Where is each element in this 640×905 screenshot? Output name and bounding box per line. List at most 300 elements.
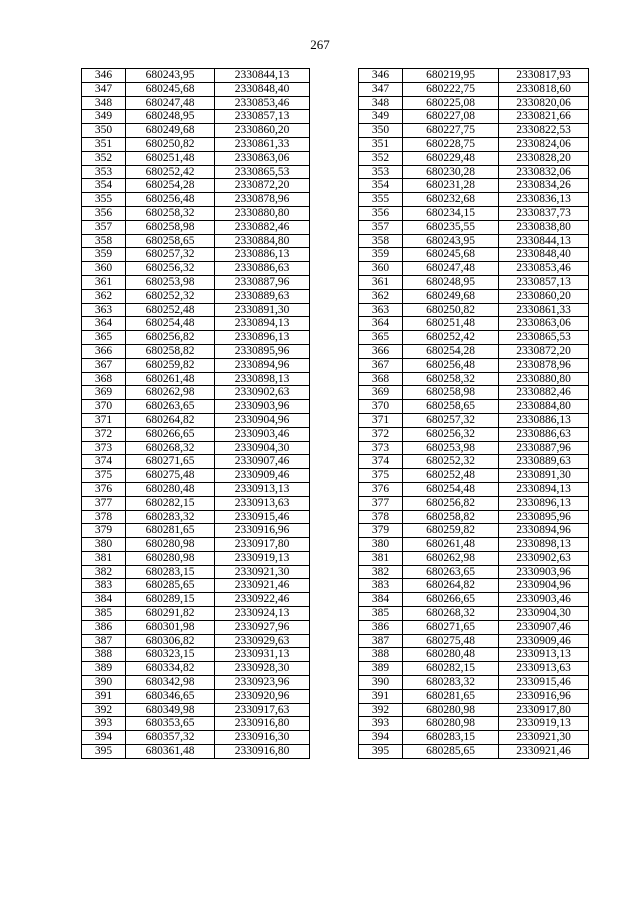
table-row [82,745,310,759]
table-row [359,372,589,386]
x-coordinate-cell: 680263,65 [126,400,215,414]
table-row [359,262,589,276]
x-coordinate-cell: 680248,95 [403,275,499,289]
x-coordinate-cell: 680306,82 [126,634,215,648]
x-coordinate-cell: 680219,95 [403,69,499,83]
x-coordinate-cell: 680256,32 [126,262,215,276]
x-coordinate-cell: 680254,28 [403,344,499,358]
table-row [82,427,310,441]
table-row [82,469,310,483]
x-coordinate-cell: 680268,32 [403,607,499,621]
table-row [82,303,310,317]
point-number-cell: 379 [359,524,403,538]
x-coordinate-cell: 680280,48 [126,482,215,496]
y-coordinate-cell: 2330894,13 [215,317,310,331]
point-number-cell: 372 [359,427,403,441]
coordinate-table-right [358,68,589,759]
table-row [82,82,310,96]
table-row [359,400,589,414]
point-number-cell: 349 [82,110,126,124]
x-coordinate-cell: 680257,32 [403,413,499,427]
table-row [82,317,310,331]
table-row [82,565,310,579]
x-coordinate-cell: 680334,82 [126,662,215,676]
x-coordinate-cell: 680283,15 [403,731,499,745]
table-row [359,648,589,662]
point-number-cell: 374 [359,455,403,469]
x-coordinate-cell: 680256,82 [403,496,499,510]
x-coordinate-cell: 680264,82 [126,413,215,427]
table-row [359,220,589,234]
point-number-cell: 370 [359,400,403,414]
y-coordinate-cell: 2330889,63 [499,455,589,469]
y-coordinate-cell: 2330919,13 [499,717,589,731]
y-coordinate-cell: 2330931,13 [215,648,310,662]
table-row [82,731,310,745]
table-row [359,206,589,220]
table-row [359,386,589,400]
table-row [82,372,310,386]
point-number-cell: 367 [359,358,403,372]
point-number-cell: 347 [359,82,403,96]
y-coordinate-cell: 2330894,13 [499,482,589,496]
table-row [82,386,310,400]
point-number-cell: 394 [359,731,403,745]
y-coordinate-cell: 2330872,20 [499,344,589,358]
table-row [82,275,310,289]
point-number-cell: 391 [359,689,403,703]
x-coordinate-cell: 680243,95 [403,234,499,248]
y-coordinate-cell: 2330909,46 [499,634,589,648]
x-coordinate-cell: 680248,95 [126,110,215,124]
point-number-cell: 348 [82,96,126,110]
point-number-cell: 394 [82,731,126,745]
x-coordinate-cell: 680227,08 [403,110,499,124]
x-coordinate-cell: 680258,82 [403,510,499,524]
point-number-cell: 355 [82,193,126,207]
y-coordinate-cell: 2330920,96 [215,689,310,703]
x-coordinate-cell: 680285,65 [403,745,499,759]
table-row [82,634,310,648]
x-coordinate-cell: 680357,32 [126,731,215,745]
y-coordinate-cell: 2330820,06 [499,96,589,110]
table-row [359,717,589,731]
y-coordinate-cell: 2330861,33 [215,137,310,151]
table-row [359,289,589,303]
table-row [82,262,310,276]
table-row [359,193,589,207]
point-number-cell: 392 [82,703,126,717]
y-coordinate-cell: 2330884,80 [215,234,310,248]
point-number-cell: 354 [359,179,403,193]
table-row [82,441,310,455]
x-coordinate-cell: 680250,82 [403,303,499,317]
point-number-cell: 365 [359,331,403,345]
y-coordinate-cell: 2330891,30 [499,469,589,483]
table-row [82,662,310,676]
y-coordinate-cell: 2330886,63 [499,427,589,441]
point-number-cell: 378 [82,510,126,524]
table-row [82,482,310,496]
x-coordinate-cell: 680280,98 [403,703,499,717]
y-coordinate-cell: 2330904,96 [215,413,310,427]
point-number-cell: 377 [82,496,126,510]
table-row [359,137,589,151]
table-row [82,717,310,731]
x-coordinate-cell: 680256,82 [126,331,215,345]
table-row [82,524,310,538]
point-number-cell: 391 [82,689,126,703]
y-coordinate-cell: 2330898,13 [215,372,310,386]
x-coordinate-cell: 680259,82 [403,524,499,538]
point-number-cell: 373 [359,441,403,455]
x-coordinate-cell: 680271,65 [403,620,499,634]
point-number-cell: 362 [359,289,403,303]
table-row [359,344,589,358]
point-number-cell: 363 [82,303,126,317]
x-coordinate-cell: 680249,68 [126,124,215,138]
y-coordinate-cell: 2330923,96 [215,676,310,690]
table-row [359,524,589,538]
point-number-cell: 357 [82,220,126,234]
table-row [82,607,310,621]
point-number-cell: 381 [82,551,126,565]
x-coordinate-cell: 680264,82 [403,579,499,593]
point-number-cell: 366 [359,344,403,358]
point-number-cell: 385 [359,607,403,621]
y-coordinate-cell: 2330848,40 [215,82,310,96]
table-row [359,703,589,717]
y-coordinate-cell: 2330913,63 [499,662,589,676]
table-row [359,496,589,510]
point-number-cell: 352 [359,151,403,165]
y-coordinate-cell: 2330844,13 [499,234,589,248]
point-number-cell: 390 [359,676,403,690]
x-coordinate-cell: 680251,48 [126,151,215,165]
table-row [82,510,310,524]
table-row [359,358,589,372]
table-row [82,703,310,717]
point-number-cell: 376 [359,482,403,496]
point-number-cell: 386 [359,620,403,634]
table-row [359,620,589,634]
point-number-cell: 371 [82,413,126,427]
point-number-cell: 392 [359,703,403,717]
y-coordinate-cell: 2330913,13 [215,482,310,496]
y-coordinate-cell: 2330904,30 [499,607,589,621]
point-number-cell: 376 [82,482,126,496]
y-coordinate-cell: 2330903,96 [499,565,589,579]
x-coordinate-cell: 680251,48 [403,317,499,331]
x-coordinate-cell: 680361,48 [126,745,215,759]
y-coordinate-cell: 2330917,80 [215,538,310,552]
y-coordinate-cell: 2330916,80 [215,717,310,731]
point-number-cell: 346 [359,69,403,83]
y-coordinate-cell: 2330919,13 [215,551,310,565]
y-coordinate-cell: 2330844,13 [215,69,310,83]
point-number-cell: 380 [359,538,403,552]
y-coordinate-cell: 2330822,53 [499,124,589,138]
y-coordinate-cell: 2330836,13 [499,193,589,207]
point-number-cell: 383 [359,579,403,593]
table-row [359,469,589,483]
table-row [359,165,589,179]
point-number-cell: 356 [82,206,126,220]
x-coordinate-cell: 680252,42 [403,331,499,345]
x-coordinate-cell: 680256,48 [403,358,499,372]
table-row [82,579,310,593]
point-number-cell: 371 [359,413,403,427]
point-number-cell: 364 [359,317,403,331]
y-coordinate-cell: 2330896,13 [499,496,589,510]
table-row [359,151,589,165]
table-row [359,248,589,262]
point-number-cell: 389 [82,662,126,676]
point-number-cell: 362 [82,289,126,303]
table-row [359,317,589,331]
point-number-cell: 361 [359,275,403,289]
point-number-cell: 358 [82,234,126,248]
y-coordinate-cell: 2330913,13 [499,648,589,662]
x-coordinate-cell: 680258,98 [403,386,499,400]
x-coordinate-cell: 680275,48 [126,469,215,483]
table-row [359,455,589,469]
y-coordinate-cell: 2330860,20 [215,124,310,138]
table-row [82,331,310,345]
page-number: 267 [310,37,330,52]
table-row [82,124,310,138]
y-coordinate-cell: 2330916,80 [215,745,310,759]
point-number-cell: 379 [82,524,126,538]
point-number-cell: 389 [359,662,403,676]
table-row [359,551,589,565]
point-number-cell: 375 [82,469,126,483]
x-coordinate-cell: 680258,65 [403,400,499,414]
point-number-cell: 372 [82,427,126,441]
point-number-cell: 384 [359,593,403,607]
point-number-cell: 364 [82,317,126,331]
y-coordinate-cell: 2330927,96 [215,620,310,634]
y-coordinate-cell: 2330929,63 [215,634,310,648]
point-number-cell: 348 [359,96,403,110]
table-row [359,110,589,124]
point-number-cell: 367 [82,358,126,372]
x-coordinate-cell: 680245,68 [403,248,499,262]
y-coordinate-cell: 2330904,30 [215,441,310,455]
table-row [82,620,310,634]
y-coordinate-cell: 2330882,46 [499,386,589,400]
table-row [82,220,310,234]
x-coordinate-cell: 680281,65 [126,524,215,538]
table-row [359,482,589,496]
x-coordinate-cell: 680254,28 [126,179,215,193]
x-coordinate-cell: 680253,98 [403,441,499,455]
x-coordinate-cell: 680349,98 [126,703,215,717]
y-coordinate-cell: 2330872,20 [215,179,310,193]
x-coordinate-cell: 680252,32 [126,289,215,303]
x-coordinate-cell: 680261,48 [126,372,215,386]
x-coordinate-cell: 680229,48 [403,151,499,165]
table-row [359,303,589,317]
y-coordinate-cell: 2330889,63 [215,289,310,303]
x-coordinate-cell: 680259,82 [126,358,215,372]
y-coordinate-cell: 2330921,30 [215,565,310,579]
x-coordinate-cell: 680263,65 [403,565,499,579]
table-row [359,565,589,579]
y-coordinate-cell: 2330917,80 [499,703,589,717]
y-coordinate-cell: 2330907,46 [215,455,310,469]
table-row [82,344,310,358]
table-row [82,358,310,372]
table-row [82,689,310,703]
x-coordinate-cell: 680282,15 [403,662,499,676]
table-row [359,634,589,648]
y-coordinate-cell: 2330922,46 [215,593,310,607]
table-row [359,579,589,593]
point-number-cell: 346 [82,69,126,83]
x-coordinate-cell: 680283,32 [403,676,499,690]
x-coordinate-cell: 680258,32 [403,372,499,386]
x-coordinate-cell: 680353,65 [126,717,215,731]
x-coordinate-cell: 680258,32 [126,206,215,220]
x-coordinate-cell: 680266,65 [126,427,215,441]
table-row [359,427,589,441]
point-number-cell: 374 [82,455,126,469]
x-coordinate-cell: 680280,48 [403,648,499,662]
y-coordinate-cell: 2330898,13 [499,538,589,552]
table-row [82,413,310,427]
point-number-cell: 395 [82,745,126,759]
y-coordinate-cell: 2330891,30 [215,303,310,317]
y-coordinate-cell: 2330818,60 [499,82,589,96]
x-coordinate-cell: 680252,48 [126,303,215,317]
y-coordinate-cell: 2330916,30 [215,731,310,745]
point-number-cell: 354 [82,179,126,193]
x-coordinate-cell: 680261,48 [403,538,499,552]
x-coordinate-cell: 680258,65 [126,234,215,248]
point-number-cell: 380 [82,538,126,552]
point-number-cell: 358 [359,234,403,248]
y-coordinate-cell: 2330916,96 [499,689,589,703]
x-coordinate-cell: 680231,28 [403,179,499,193]
point-number-cell: 393 [82,717,126,731]
x-coordinate-cell: 680225,08 [403,96,499,110]
y-coordinate-cell: 2330861,33 [499,303,589,317]
point-number-cell: 347 [82,82,126,96]
table-row [359,275,589,289]
point-number-cell: 359 [82,248,126,262]
table-row [82,400,310,414]
table-row [359,441,589,455]
table-row [82,96,310,110]
x-coordinate-cell: 680283,32 [126,510,215,524]
y-coordinate-cell: 2330863,06 [499,317,589,331]
y-coordinate-cell: 2330834,26 [499,179,589,193]
y-coordinate-cell: 2330853,46 [215,96,310,110]
table-row [359,234,589,248]
table-row [359,607,589,621]
point-number-cell: 383 [82,579,126,593]
x-coordinate-cell: 680234,15 [403,206,499,220]
y-coordinate-cell: 2330857,13 [499,275,589,289]
point-number-cell: 369 [82,386,126,400]
x-coordinate-cell: 680266,65 [403,593,499,607]
x-coordinate-cell: 680289,15 [126,593,215,607]
table-row [82,234,310,248]
point-number-cell: 390 [82,676,126,690]
point-number-cell: 360 [82,262,126,276]
point-number-cell: 350 [82,124,126,138]
point-number-cell: 353 [359,165,403,179]
y-coordinate-cell: 2330878,96 [499,358,589,372]
coordinate-table-left [81,68,310,759]
x-coordinate-cell: 680245,68 [126,82,215,96]
point-number-cell: 370 [82,400,126,414]
y-coordinate-cell: 2330904,96 [499,579,589,593]
point-number-cell: 369 [359,386,403,400]
table-row [82,289,310,303]
x-coordinate-cell: 680280,98 [126,538,215,552]
table-row [359,689,589,703]
point-number-cell: 373 [82,441,126,455]
y-coordinate-cell: 2330832,06 [499,165,589,179]
point-number-cell: 395 [359,745,403,759]
x-coordinate-cell: 680256,32 [403,427,499,441]
x-coordinate-cell: 680250,82 [126,137,215,151]
y-coordinate-cell: 2330853,46 [499,262,589,276]
y-coordinate-cell: 2330909,46 [215,469,310,483]
y-coordinate-cell: 2330928,30 [215,662,310,676]
x-coordinate-cell: 680291,82 [126,607,215,621]
x-coordinate-cell: 680254,48 [403,482,499,496]
x-coordinate-cell: 680227,75 [403,124,499,138]
x-coordinate-cell: 680282,15 [126,496,215,510]
y-coordinate-cell: 2330828,20 [499,151,589,165]
table-row [359,593,589,607]
x-coordinate-cell: 680283,15 [126,565,215,579]
point-number-cell: 384 [82,593,126,607]
y-coordinate-cell: 2330902,63 [215,386,310,400]
point-number-cell: 352 [82,151,126,165]
y-coordinate-cell: 2330894,96 [215,358,310,372]
table-row [359,96,589,110]
y-coordinate-cell: 2330817,93 [499,69,589,83]
y-coordinate-cell: 2330865,53 [215,165,310,179]
y-coordinate-cell: 2330921,30 [499,731,589,745]
x-coordinate-cell: 680258,98 [126,220,215,234]
point-number-cell: 377 [359,496,403,510]
point-number-cell: 351 [82,137,126,151]
point-number-cell: 361 [82,275,126,289]
x-coordinate-cell: 680247,48 [126,96,215,110]
x-coordinate-cell: 680257,32 [126,248,215,262]
y-coordinate-cell: 2330884,80 [499,400,589,414]
table-row [359,69,589,83]
table-row [359,82,589,96]
x-coordinate-cell: 680256,48 [126,193,215,207]
x-coordinate-cell: 680254,48 [126,317,215,331]
table-row [359,510,589,524]
y-coordinate-cell: 2330860,20 [499,289,589,303]
point-number-cell: 388 [82,648,126,662]
table-row [82,593,310,607]
y-coordinate-cell: 2330921,46 [499,745,589,759]
table-row [359,676,589,690]
point-number-cell: 387 [82,634,126,648]
table-row [82,193,310,207]
point-number-cell: 382 [359,565,403,579]
coordinate-table-left-body [82,69,310,759]
